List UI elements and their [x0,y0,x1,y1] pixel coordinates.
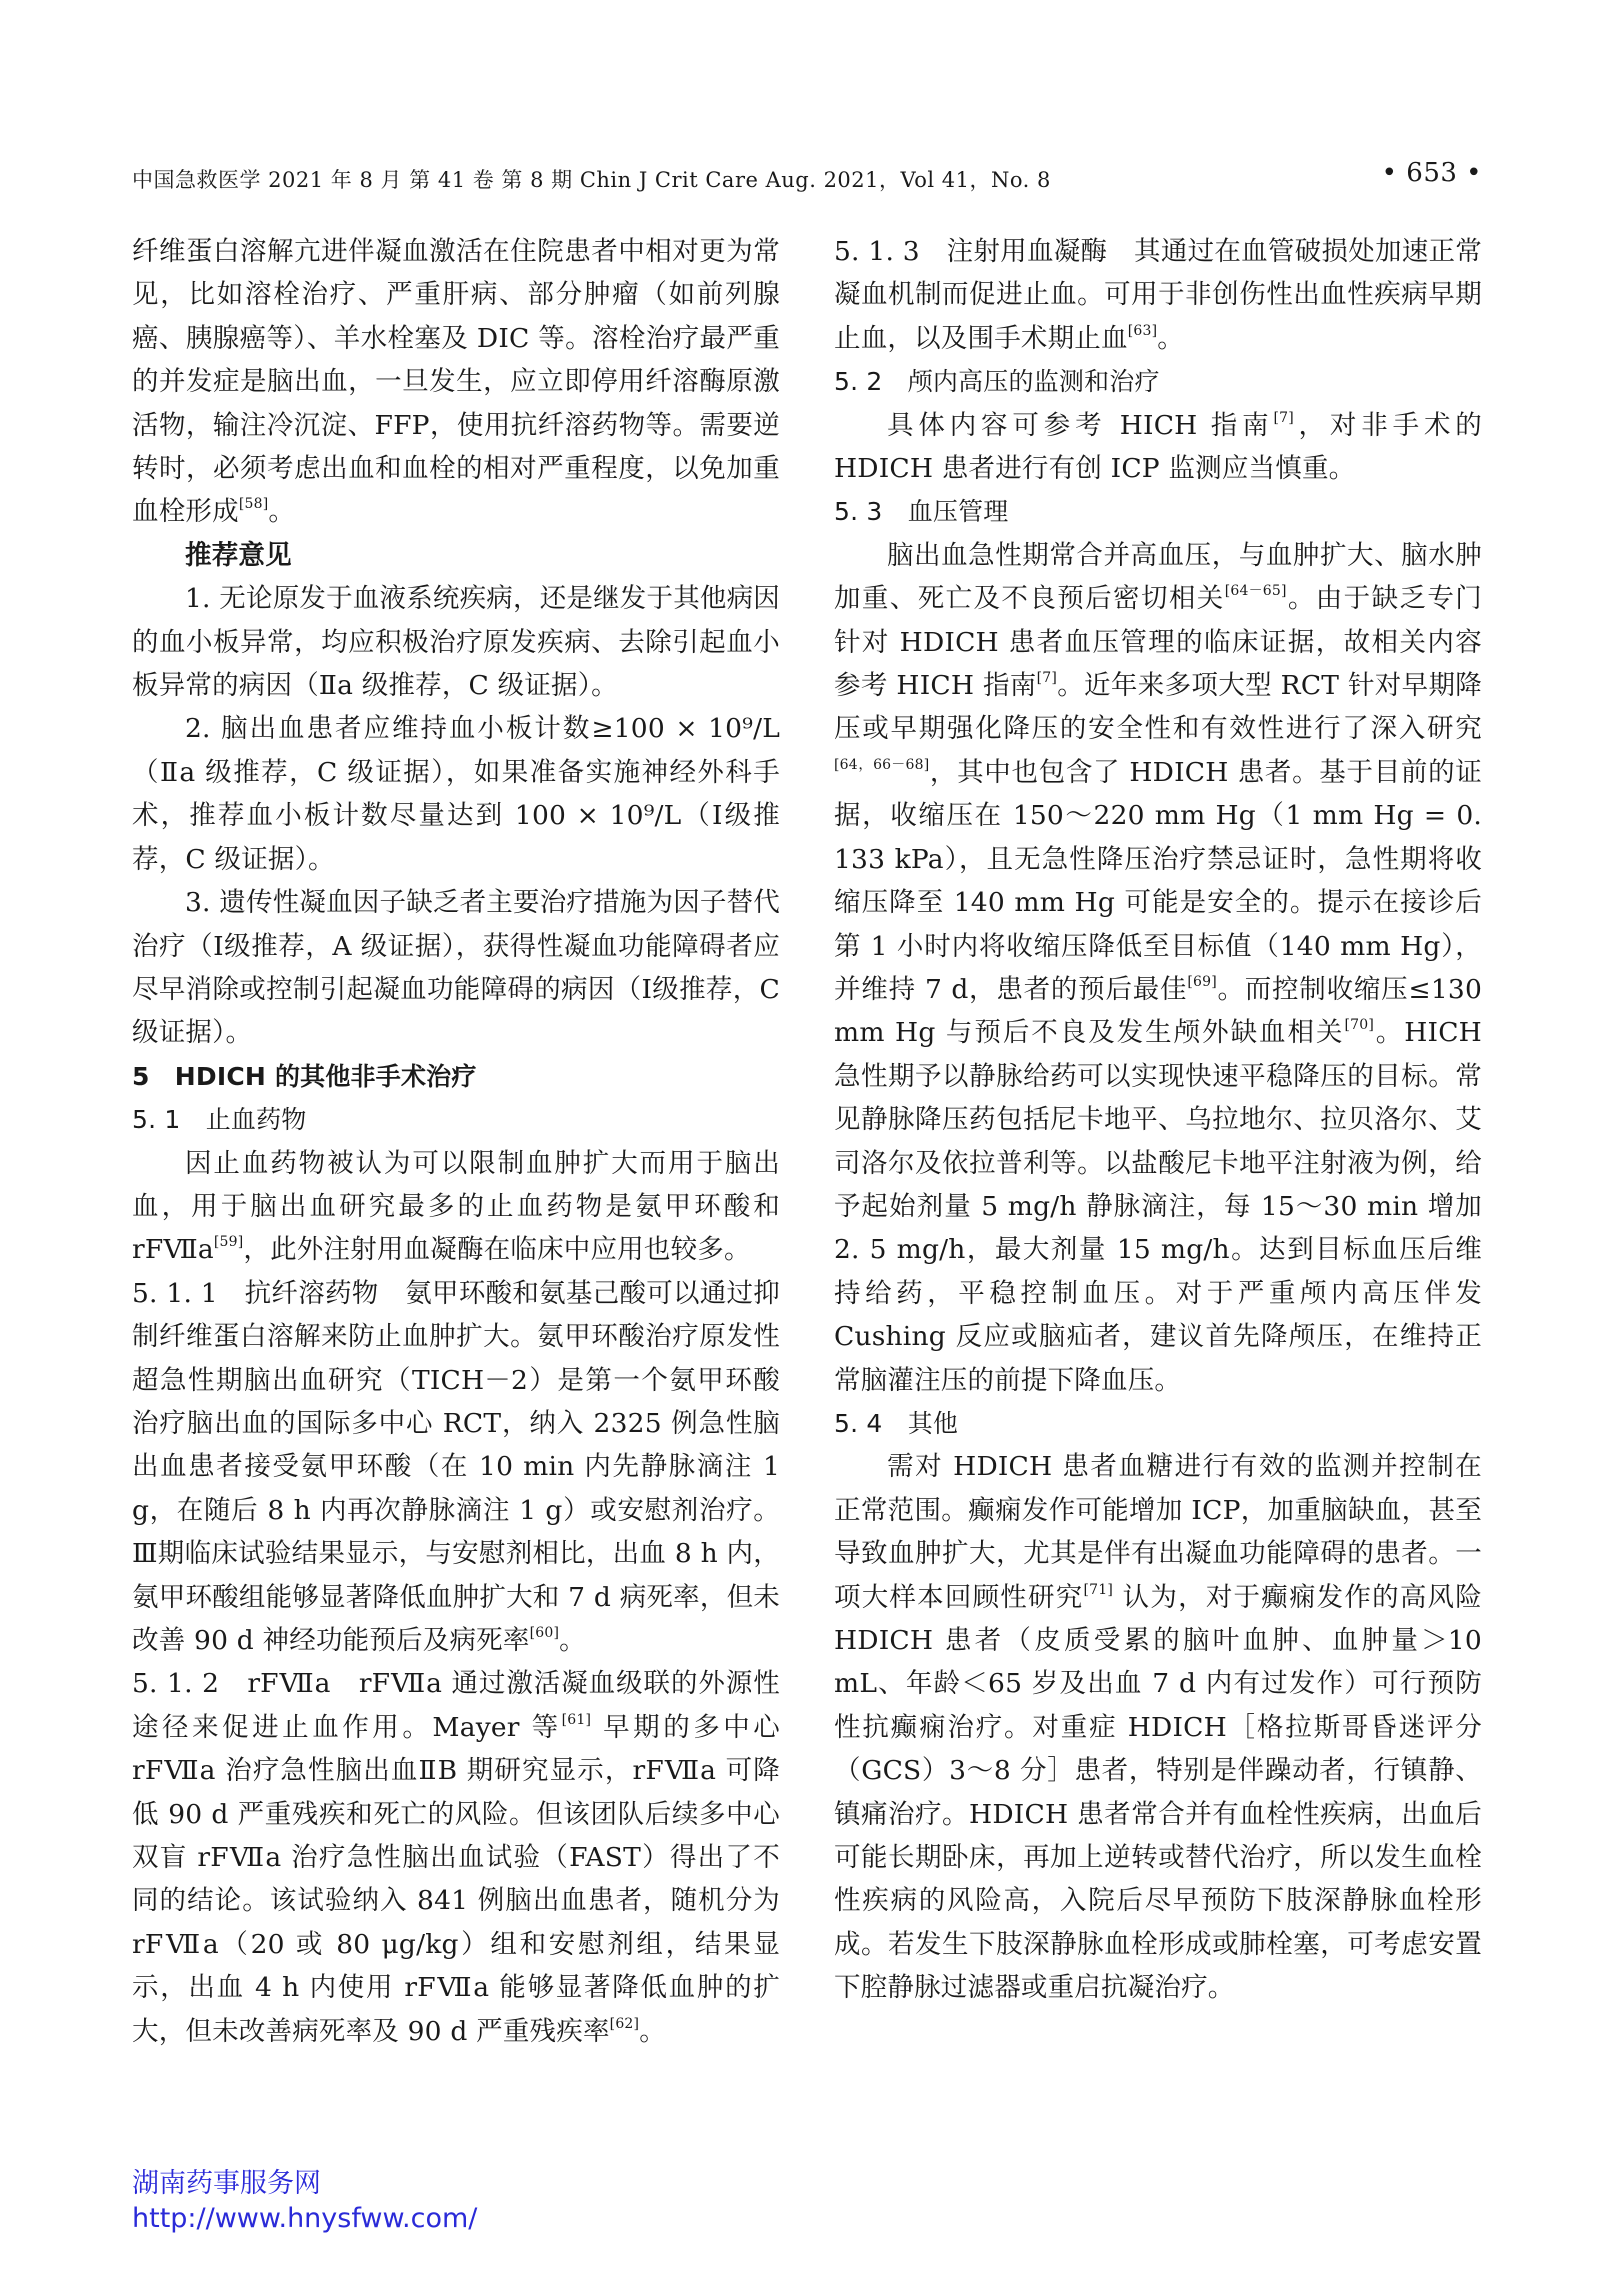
citation: [62] [609,2015,640,2032]
paragraph: 具体内容可参考 HICH 指南[7]，对非手术的 HDICH 患者进行有创 ICP 监测应当慎重。 [834,409,1483,485]
section-5-1-2-paragraph: 5. 1. 2 rFⅦa rFⅦa 通过激活凝血级联的外源性途径来促进止血作用。Mayer 等[61] 早期的多中心 rFⅦa 治疗急性脑出血ⅡB 期研究显示，rFⅦa 可降低 90 d 严重残疾和死亡的风险。但该团队后续多中心双盲 rFⅦa 治疗急性脑出血试验（FAST）得出了不同的结论。该试验纳入 841 例脑出血患者，随机分为rFⅦa（20 或 80 μg/kg）组和安慰剂组，结果显示，出血 4 h 内使用 rFⅦa 能够显著降低血肿的扩大，但未改善病死率及 90 d 严重残疾率[62]。 [132,1668,780,2047]
citation: [59] [213,1234,244,1251]
site-name: 湖南药事服务网 [132,2168,321,2199]
paragraph: 纤维蛋白溶解亢进伴凝血激活在住院患者中相对更为常见，比如溶栓治疗、严重肝病、部分肿瘤（如前列腺癌、胰腺癌等）、羊水栓塞及 DIC 等。溶栓治疗最严重的并发症是脑出血，一旦发生，应立即停用纤溶酶原激活物，输注冷沉淀、FFP，使用抗纤溶药物等。需要逆转时，必须考虑出血和血栓的相对严重程度，以免加重血栓形成[58]。 [132,236,780,528]
citation: [63] [1127,322,1158,339]
watermark-footer [132,2166,477,2236]
citation: [69] [1187,973,1217,990]
citation: [70] [1344,1017,1374,1034]
journal-info: 中国急救医学 2021 年 8 月 第 41 卷 第 8 期 Chin J Crit Care Aug. 2021，Vol 41，No. 8 [132,168,1051,192]
citation: [58] [238,496,269,513]
citation: [61] [561,1711,592,1728]
section-5-1-heading: 5. 1 止血药物 [132,1105,307,1135]
recommendation-3: 3. 遗传性凝血因子缺乏者主要治疗措施为因子替代治疗（Ⅰ级推荐，A 级证据），获得性凝血功能障碍者应尽早消除或控制引起凝血功能障碍的病因（Ⅰ级推荐，C 级证据）。 [132,887,781,1049]
section-5-3-heading: 5. 3 血压管理 [834,497,1009,527]
citation: [71] [1083,1581,1114,1598]
citation: [7] [1273,409,1294,426]
paragraph: 脑出血急性期常合并高血压，与血肿扩大、脑水肿加重、死亡及不良预后密切相关[64－65]。由于缺乏专门针对 HDICH 患者血压管理的临床证据，故相关内容参考 HICH 指南[7]。近年来多项大型 RCT 针对早期降压或早期强化降压的安全性和有效性进行了深入研究[64，66－68]，其中也包含了 HDICH 患者。基于目前的证据，收缩压在 150～220 mm Hg（1 mm Hg = 0. 133 kPa），且无急性降压治疗禁忌证时，急性期将收缩压降至 140 mm Hg 可能是安全的。提示在接诊后第 1 小时内将收缩压降低至目标值（140 mm Hg），并维持 7 d，患者的预后最佳[69]。而控制收缩压≤130 mm Hg 与预后不良及发生颅外缺血相关[70]。HICH 急性期予以静脉给药可以实现快速平稳降压的目标。常见静脉降压药包括尼卡地平、乌拉地尔、拉贝洛尔、艾司洛尔及依拉普利等。以盐酸尼卡地平注射液为例，给予起始剂量 5 mg/h 静脉滴注，每 15～30 min 增加 2. 5 mg/h，最大剂量 15 mg/h。达到目标血压后维持给药，平稳控制血压。对于严重颅内高压伴发 Cushing 反应或脑疝者，建议首先降颅压，在维持正常脑灌注压的前提下降血压。 [834,539,1483,1396]
recommendation-heading: 推荐意见 [185,539,292,571]
site-url-link[interactable]: http://www.hnysfww.com/ [132,2203,478,2234]
paragraph: 需对 HDICH 患者血糖进行有效的监测并控制在正常范围。癫痫发作可能增加 ICP，加重脑缺血，甚至导致血肿扩大，尤其是伴有出凝血功能障碍的患者。一项大样本回顾性研究[71] 认为，对于癫痫发作的高风险 HDICH 患者（皮质受累的脑叶血肿、血肿量＞10 mL、年龄＜65 岁及出血 7 d 内有过发作）可行预防性抗癫痫治疗。对重症 HDICH［格拉斯哥昏迷评分（GCS）3～8 分］患者，特别是伴躁动者，行镇静、镇痛治疗。HDICH 患者常合并有血栓性疾病，出血后可能长期卧床，再加上逆转或替代治疗，所以发生血栓性疾病的风险高，入院后尽早预防下肢深静脉血栓形成。若发生下肢深静脉血栓形成或肺栓塞，可考虑安置下腔静脉过滤器或重启抗凝治疗。 [834,1451,1482,2004]
citation: [64－65] [1224,583,1287,600]
section-5-1-1-paragraph: 5. 1. 1 抗纤溶药物 氨甲环酸和氨基己酸可以通过抑制纤维蛋白溶解来防止血肿扩大。氨甲环酸治疗原发性超急性期脑出血研究（TICH－2）是第一个氨甲环酸治疗脑出血的国际多中心 RCT，纳入 2325 例急性脑出血患者接受氨甲环酸（在 10 min 内先静脉滴注 1 g，在随后 8 h 内再次静脉滴注 1 g）或安慰剂治疗。Ⅲ期临床试验结果显示，与安慰剂相比，出血 8 h 内，氨甲环酸组能够显著降低血肿扩大和 7 d 病死率，但未改善 90 d 神经功能预后及病死率[60]。 [132,1277,780,1656]
running-header [132,158,1482,198]
paragraph: 因止血药物被认为可以限制血肿扩大而用于脑出血，用于脑出血研究最多的止血药物是氨甲环酸和 rFⅦa[59]，此外注射用血凝酶在临床中应用也较多。 [132,1147,780,1266]
section-5-heading: 5 HDICH 的其他非手术治疗 [132,1061,477,1091]
page-number: • 653 • [1381,158,1482,188]
right-column [834,230,1482,2010]
left-column [132,230,780,2053]
citation: [64，66－68] [834,756,930,773]
section-5-2-heading: 5. 2 颅内高压的监测和治疗 [834,367,1160,397]
citation: [7] [1036,670,1058,687]
section-5-4-heading: 5. 4 其他 [834,1408,959,1438]
section-5-1-3-paragraph: 5. 1. 3 注射用血凝酶 其通过在血管破损处加速正常凝血机制而促进止血。可用于非创伤性出血性疾病早期止血，以及围手术期止血[63]。 [834,236,1482,354]
recommendation-1: 1. 无论原发于血液系统疾病，还是继发于其他病因的血小板异常，均应积极治疗原发疾病、去除引起血小板异常的病因（Ⅱa 级推荐，C 级证据）。 [132,583,781,702]
recommendation-2: 2. 脑出血患者应维持血小板计数≥100 × 10⁹/L（Ⅱa 级推荐，C 级证据），如果准备实施神经外科手术，推荐血小板计数尽量达到 100 × 10⁹/L（Ⅰ级推荐，C 级证据）。 [132,713,780,875]
citation: [60] [529,1625,560,1641]
